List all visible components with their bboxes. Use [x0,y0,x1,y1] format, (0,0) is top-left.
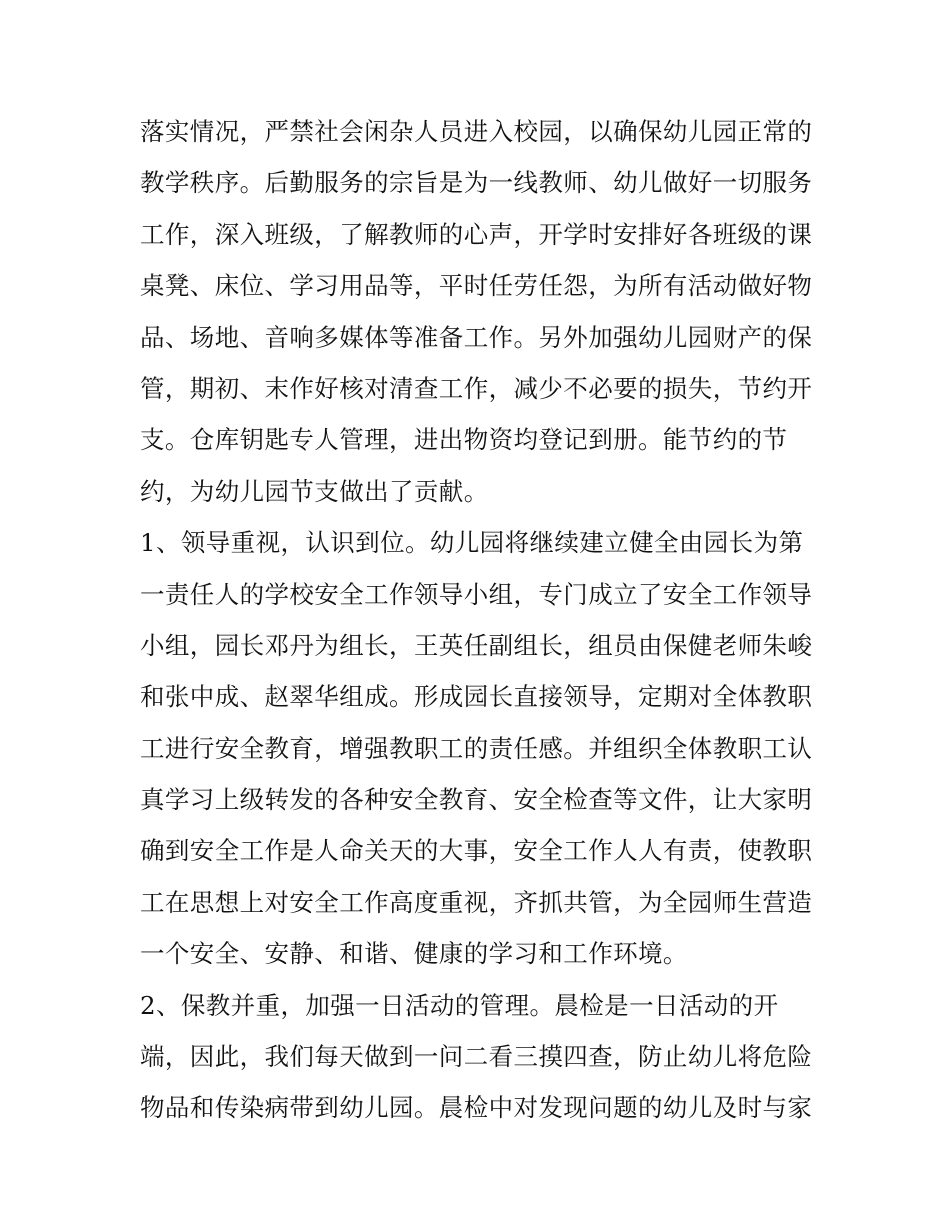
text-line: 确到安全工作是人命关天的大事，安全工作人人有责，使教职 [140,836,813,866]
text-line: 约，为幼儿园节支做出了贡献。 [140,476,489,506]
text-line: 管，期初、末作好核对清查工作，减少不必要的损失，节约开 [140,373,813,403]
text-line: 1、领导重视，认识到位。幼儿园将继续建立健全由园长为第 [140,528,804,558]
text-line: 品、场地、音响多媒体等准备工作。另外加强幼儿园财产的保 [140,322,813,352]
text-line: 落实情况，严禁社会闲杂人员进入校园，以确保幼儿园正常的 [140,117,813,146]
text-line: 和张中成、赵翠华组成。形成园长直接领导，定期对全体教职 [140,682,813,712]
text-line: 小组，园长邓丹为组长，王英任副组长，组员由保健老师朱峻 [140,630,813,660]
text-line: 2、保教并重，加强一日活动的管理。晨检是一日活动的开 [140,990,779,1020]
text-line: 工在思想上对安全工作高度重视，齐抓共管，为全园师生营造 [140,887,813,917]
text-line: 工进行安全教育，增强教职工的责任感。并组织全体教职工认 [140,733,813,763]
text-line: 工作，深入班级，了解教师的心声，开学时安排好各班级的课 [140,219,813,249]
text-line: 教学秩序。后勤服务的宗旨是为一线教师、幼儿做好一切服务 [140,168,813,198]
text-line: 端，因此，我们每天做到一问二看三摸四查，防止幼儿将危险 [140,1042,813,1072]
body-text [140,106,820,1134]
text-line: 真学习上级转发的各种安全教育、安全检查等文件，让大家明 [140,785,813,815]
text-line: 支。仓库钥匙专人管理，进出物资均登记到册。能节约的节 [140,425,788,455]
text-line: 一责任人的学校安全工作领导小组，专门成立了安全工作领导 [140,579,813,609]
text-line: 一个安全、安静、和谐、健康的学习和工作环境。 [140,939,688,969]
text-line: 物品和传染病带到幼儿园。晨检中对发现问题的幼儿及时与家 [140,1093,813,1123]
text-line: 桌凳、床位、学习用品等，平时任劳任怨，为所有活动做好物 [140,271,813,301]
